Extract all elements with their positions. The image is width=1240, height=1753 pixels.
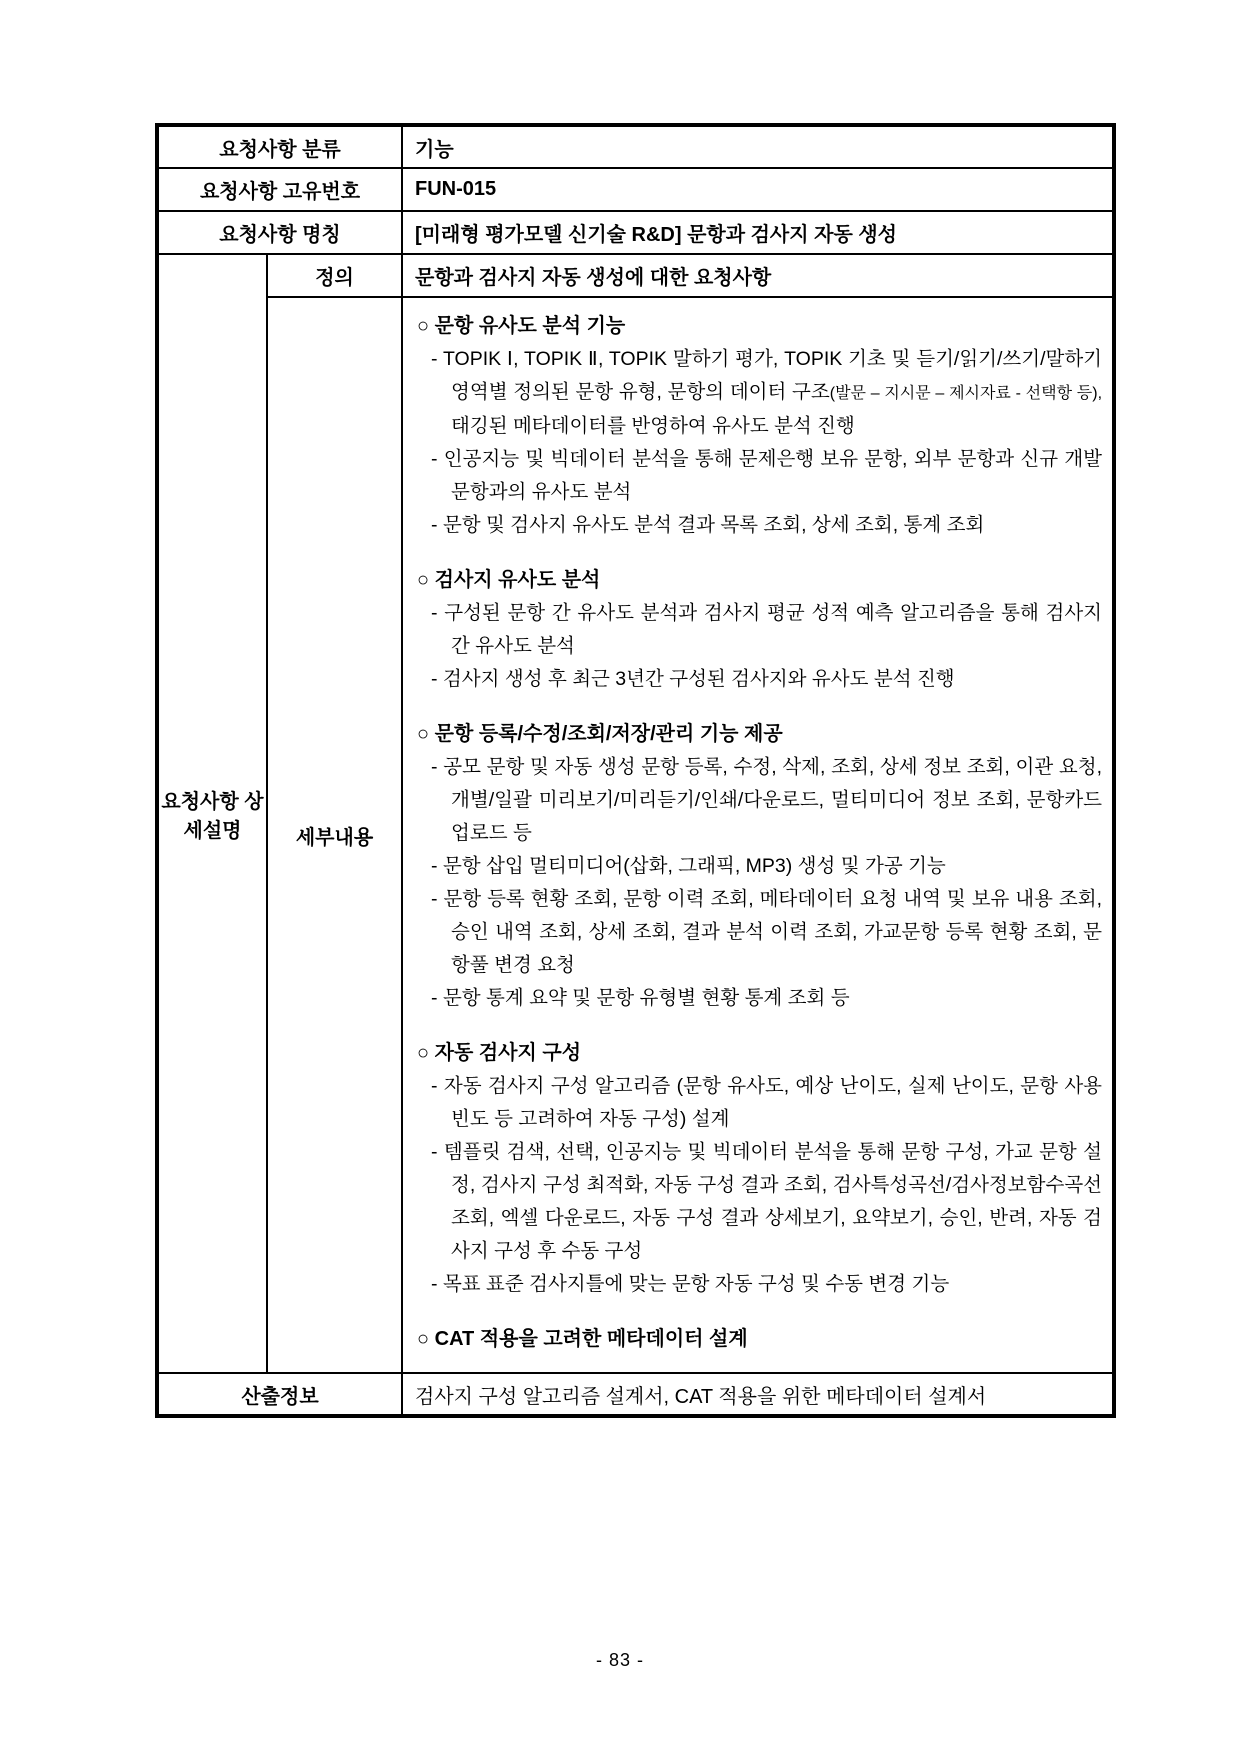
detail-item-text: 문항 및 검사지 유사도 분석 결과 목록 조회, 상세 조회, 통계 조회 [442,514,985,536]
detail-section [411,718,1102,1015]
detail-item: - 문항 삽입 멀티미디어(삽화, 그래픽, MP3) 생성 및 가공 기능 [431,855,946,877]
detail-item: - 문항 등록 현황 조회, 문항 이력 조회, 메타데이터 요청 내역 및 보유 내용 조회, 승인 내역 조회, 상세 조회, 결과 분석 이력 조회, 가교문항 등록 현황 조회, 문항풀 변경 요청 [431,888,1103,976]
detail-item-text: 템플릿 검색, 선택, 인공지능 및 빅데이터 분석을 통해 문항 구성, 가교 문항 설정, 검사지 구성 최적화, 자동 구성 결과 조회, 검사특성곡선/검사정보함수곡선 조회, 엑셀 다운로드, 자동 구성 결과 상세보기, 요약보기, 승인, 반려, 자동 검사지 구성 후 수동 구성 [443,1141,1103,1262]
table-row [157,254,1114,297]
detail-item: - 인공지능 및 빅데이터 분석을 통해 문제은행 보유 문항, 외부 문항과 신규 개발 문항과의 유사도 분석 [431,448,1103,503]
detail-item: - TOPIK Ⅰ, TOPIK Ⅱ, TOPIK 말하기 평가, TOPIK 기초 및 듣기/읽기/쓰기/말하기 영역별 정의된 문항 유형, 문항의 데이터 구조(발문 – 지시문 – 제시자료 - 선택항 등), 태깅된 메타데이터를 반영하여 유사도 분석 진행 [431,348,1103,437]
detail-section [411,564,1102,696]
field-value-category: 기능 [402,125,1114,168]
field-label-output: 산출정보 [157,1373,402,1416]
detail-section [411,310,1102,542]
field-value-id: FUN-015 [402,168,1114,211]
detail-item: - 자동 검사지 구성 알고리즘 (문항 유사도, 예상 난이도, 실제 난이도, 문항 사용 빈도 등 고려하여 자동 구성) 설계 [431,1075,1103,1130]
detail-item: - 공모 문항 및 자동 생성 문항 등록, 수정, 삭제, 조회, 상세 정보 조회, 이관 요청, 개별/일괄 미리보기/미리듣기/인쇄/다운로드, 멀티미디어 정보 조회, 문항카드 업로드 등 [431,756,1103,844]
field-value-definition: 문항과 검사지 자동 생성에 대한 요청사항 [402,254,1114,297]
detail-section-heading: ○ 자동 검사지 구성 [417,1042,582,1064]
field-label-id: 요청사항 고유번호 [157,168,402,211]
detail-item: - 문항 통계 요약 및 문항 유형별 현황 통계 조회 등 [431,987,850,1009]
detail-section [411,1323,1102,1356]
detail-section-heading: ○ CAT 적용을 고려한 메타데이터 설계 [417,1328,748,1350]
detail-item-text: 공모 문항 및 자동 생성 문항 등록, 수정, 삭제, 조회, 상세 정보 조회, 이관 요청, 개별/일괄 미리보기/미리듣기/인쇄/다운로드, 멀티미디어 정보 조회, 문항카드 업로드 등 [443,756,1103,844]
detail-item-text: TOPIK Ⅰ, TOPIK Ⅱ, TOPIK 말하기 평가, TOPIK 기초 및 듣기/읽기/쓰기/말하기 영역별 정의된 문항 유형, 문항의 데이터 구조 [442,348,1103,403]
table-row [157,125,1114,168]
detail-item: - 목표 표준 검사지틀에 맞는 문항 자동 구성 및 수동 변경 기능 [431,1273,950,1295]
detail-section-heading: ○ 문항 등록/수정/조회/저장/관리 기능 제공 [417,723,783,745]
detail-item: - 문항 및 검사지 유사도 분석 결과 목록 조회, 상세 조회, 통계 조회 [431,514,985,536]
detail-item: - 구성된 문항 간 유사도 분석과 검사지 평균 성적 예측 알고리즘을 통해 검사지 간 유사도 분석 [431,602,1103,657]
detail-item-text: 태깅된 메타데이터를 반영하여 유사도 분석 진행 [451,415,855,437]
detail-section-heading: ○ 검사지 유사도 분석 [417,569,601,591]
detail-item-text: 검사지 생성 후 최근 3년간 구성된 검사지와 유사도 분석 진행 [442,668,955,690]
table-row [157,297,1114,1373]
field-label-detail-group: 요청사항 상세설명 [157,254,267,1373]
field-label-definition: 정의 [267,254,402,297]
circle-bullet-icon: ○ [417,1042,435,1064]
detail-item-text: 구성된 문항 간 유사도 분석과 검사지 평균 성적 예측 알고리즘을 통해 검사지 간 유사도 분석 [444,602,1103,657]
field-label-name: 요청사항 명칭 [157,211,402,254]
detail-item-text: 문항 등록 현황 조회, 문항 이력 조회, 메타데이터 요청 내역 및 보유 내용 조회, 승인 내역 조회, 상세 조회, 결과 분석 이력 조회, 가교문항 등록 현황 조회, 문항풀 변경 요청 [443,888,1103,976]
detail-content [402,297,1114,1373]
circle-bullet-icon: ○ [417,315,435,337]
field-value-output: 검사지 구성 알고리즘 설계서, CAT 적용을 위한 메타데이터 설계서 [402,1373,1114,1416]
detail-item-text: 문항 통계 요약 및 문항 유형별 현황 통계 조회 등 [442,987,850,1009]
detail-item-text: 자동 검사지 구성 알고리즘 (문항 유사도, 예상 난이도, 실제 난이도, 문항 사용 빈도 등 고려하여 자동 구성) 설계 [443,1075,1103,1130]
page-number: - 83 - [595,1650,644,1670]
field-label-details: 세부내용 [267,297,402,1373]
detail-item-text: 문항 삽입 멀티미디어(삽화, 그래픽, MP3) 생성 및 가공 기능 [442,855,946,877]
field-value-name: [미래형 평가모델 신기술 R&D] 문항과 검사지 자동 생성 [402,211,1114,254]
circle-bullet-icon: ○ [417,1328,435,1350]
detail-item: - 검사지 생성 후 최근 3년간 구성된 검사지와 유사도 분석 진행 [431,668,955,690]
table-row [157,1373,1114,1416]
detail-section [411,1037,1102,1301]
detail-item-text: (발문 – 지시문 – 제시자료 - 선택항 등), [829,385,1103,402]
table-row [157,168,1114,211]
circle-bullet-icon: ○ [417,569,435,591]
circle-bullet-icon: ○ [417,723,435,745]
detail-item-text: 목표 표준 검사지틀에 맞는 문항 자동 구성 및 수동 변경 기능 [442,1273,950,1295]
table-row [157,211,1114,254]
requirement-table [155,123,1116,1418]
detail-item: - 템플릿 검색, 선택, 인공지능 및 빅데이터 분석을 통해 문항 구성, 가교 문항 설정, 검사지 구성 최적화, 자동 구성 결과 조회, 검사특성곡선/검사정보함수곡선 조회, 엑셀 다운로드, 자동 구성 결과 상세보기, 요약보기, 승인, 반려, 자동 검사지 구성 후 수동 구성 [431,1141,1103,1262]
detail-item-text: 인공지능 및 빅데이터 분석을 통해 문제은행 보유 문항, 외부 문항과 신규 개발 문항과의 유사도 분석 [443,448,1103,503]
field-label-category: 요청사항 분류 [157,125,402,168]
detail-section-heading: ○ 문항 유사도 분석 기능 [417,315,626,337]
